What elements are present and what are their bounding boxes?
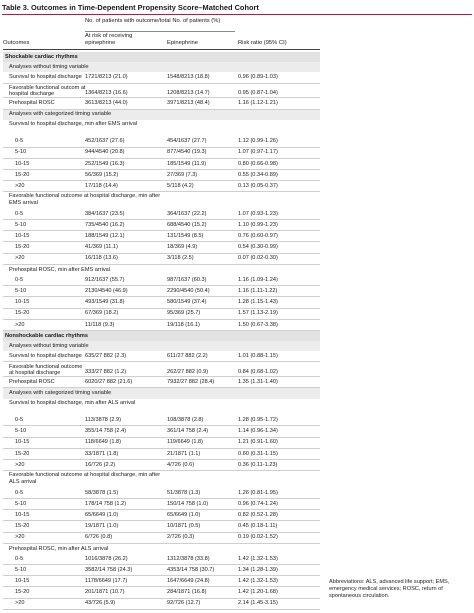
epinephrine-cell: 21/1871 (1.1) — [167, 450, 201, 457]
outcome-cell: 5-10 — [15, 221, 27, 228]
at-risk-cell: 252/1549 (16.3) — [85, 160, 125, 167]
outcome-cell: Favorable functional outcome at hospital discharge, min after ALS arrival — [9, 472, 161, 485]
header-rule — [3, 49, 320, 50]
header-span-label: No. of patients with outcome/total No. of patients (%) — [85, 18, 221, 24]
outcome-cell: Survival to hospital discharge, min after EMS arrival — [9, 120, 138, 127]
at-risk-cell: 6/726 (0.8) — [85, 534, 113, 541]
epinephrine-cell: 1548/8213 (18.8) — [167, 74, 210, 81]
risk-ratio-cell: 0.13 (0.05-0.37) — [238, 182, 278, 189]
at-risk-cell: 201/1871 (10.7) — [85, 589, 125, 596]
outcome-cell: Survival to hospital discharge — [9, 74, 82, 81]
table-title: Table 3. Outcomes in Time-Dependent Propensity Score–Matched Cohort — [2, 1, 472, 15]
epinephrine-cell: 150/14 758 (1.0) — [167, 500, 209, 507]
epinephrine-cell: 7932/27 882 (28.4) — [167, 379, 215, 386]
outcome-cell: >20 — [15, 321, 25, 328]
risk-ratio-cell: 0.60 (0.31-1.15) — [238, 450, 278, 457]
table-row — [3, 84, 320, 99]
risk-ratio-cell: 1.16 (1.09-1.24) — [238, 276, 278, 283]
table-row — [3, 72, 320, 83]
risk-ratio-cell: 0.82 (0.52-1.28) — [238, 511, 278, 518]
at-risk-cell: 3582/14 758 (24.3) — [85, 566, 133, 573]
risk-ratio-cell: 1.01 (0.88-1.15) — [238, 353, 278, 360]
risk-ratio-cell: 0.76 (0.60-0.97) — [238, 233, 278, 240]
outcome-cell: 10-15 — [15, 439, 30, 446]
risk-ratio-cell: 0.84 (0.68-1.02) — [238, 368, 278, 375]
table-row — [3, 170, 320, 181]
table-row — [3, 499, 320, 510]
at-risk-cell: 355/14 758 (2.4) — [85, 428, 127, 435]
outcome-cell: 10-15 — [15, 299, 30, 306]
outcome-cell: 0-5 — [15, 555, 24, 562]
table-row — [3, 510, 320, 521]
table-row — [3, 286, 320, 297]
epinephrine-cell: 27/369 (7.3) — [167, 171, 198, 178]
group-label-row — [3, 471, 320, 488]
risk-ratio-cell: 0.45 (0.18-1.11) — [238, 523, 278, 530]
table-row — [3, 521, 320, 532]
risk-ratio-cell: 1.10 (0.99-1.23) — [238, 221, 278, 228]
at-risk-cell: 16/118 (13.6) — [85, 255, 118, 262]
outcome-cell: Survival to hospital discharge — [9, 353, 82, 360]
outcome-cell: 15-20 — [15, 244, 30, 251]
at-risk-cell: 56/369 (15.2) — [85, 171, 119, 178]
group-label-row — [3, 62, 320, 72]
at-risk-cell: 2130/4540 (46.9) — [85, 287, 128, 294]
outcome-cell: 15-20 — [15, 589, 30, 596]
outcome-cell: Prehospital ROSC, min after ALS arrival — [9, 545, 109, 552]
risk-ratio-cell: 1.34 (1.28-1.39) — [238, 566, 278, 573]
at-risk-cell: 452/1637 (27.6) — [85, 138, 125, 145]
header-outcomes: Outcomes — [3, 40, 30, 46]
risk-ratio-cell: 0.80 (0.66-0.98) — [238, 160, 278, 167]
group-label-row — [3, 192, 320, 209]
outcome-cell: Analyses without timing variable — [9, 342, 89, 349]
epinephrine-cell: 95/369 (25.7) — [167, 310, 201, 317]
section-row — [3, 331, 320, 341]
epinephrine-cell: 131/1549 (8.5) — [167, 233, 204, 240]
table-row — [3, 136, 320, 147]
epinephrine-cell: 454/1637 (27.7) — [167, 138, 207, 145]
outcome-cell: >20 — [15, 255, 25, 262]
risk-ratio-cell: 0.55 (0.34-0.89) — [238, 171, 278, 178]
at-risk-cell: 635/27 882 (2.3) — [85, 353, 127, 360]
table-row — [3, 254, 320, 265]
table-row — [3, 533, 320, 544]
outcome-cell: 10-15 — [15, 578, 30, 585]
table-row — [3, 231, 320, 242]
group-label-row — [3, 544, 320, 554]
epinephrine-cell: 284/1871 (16.8) — [167, 589, 207, 596]
group-label-row — [3, 399, 320, 416]
outcome-cell: Survival to hospital discharge, min after ALS arrival — [9, 399, 136, 406]
risk-ratio-cell: 1.07 (0.93-1.23) — [238, 210, 278, 217]
outcome-cell: 15-20 — [15, 171, 30, 178]
epinephrine-cell: 2/726 (0.3) — [167, 534, 195, 541]
outcome-cell: 15-20 — [15, 450, 30, 457]
table-row — [3, 159, 320, 170]
risk-ratio-cell: 0.19 (0.02-1.52) — [238, 534, 278, 541]
epinephrine-cell: 10/1871 (0.5) — [167, 523, 201, 530]
table-row — [3, 320, 320, 331]
epinephrine-cell: 877/4540 (19.3) — [167, 149, 207, 156]
outcome-cell: 15-20 — [15, 523, 30, 530]
outcome-cell: 5-10 — [15, 566, 27, 573]
risk-ratio-cell: 0.95 (0.87-1.04) — [238, 89, 278, 96]
risk-ratio-cell: 1.16 (1.11-1.22) — [238, 287, 278, 294]
group-label-row — [3, 120, 320, 137]
header-span-rule — [85, 31, 235, 32]
table-row — [3, 415, 320, 426]
risk-ratio-cell: 1.28 (0.95-1.72) — [238, 417, 278, 424]
table-row — [3, 460, 320, 471]
epinephrine-cell: 18/369 (4.9) — [167, 244, 198, 251]
risk-ratio-cell: 2.14 (1.45-3.15) — [238, 600, 278, 607]
outcome-cell: >20 — [15, 534, 25, 541]
outcome-cell: Favorable functional outcome at hospital discharge, min after EMS arrival — [9, 193, 161, 207]
risk-ratio-cell: 1.12 (0.99-1.26) — [238, 138, 278, 145]
at-risk-cell: 17/118 (14.4) — [85, 182, 118, 189]
outcome-cell: Prehospital ROSC — [9, 379, 55, 386]
risk-ratio-cell: 1.28 (1.15-1.43) — [238, 299, 278, 306]
table-row — [3, 488, 320, 499]
epinephrine-cell: 1208/8213 (14.7) — [167, 89, 210, 96]
at-risk-cell: 16/726 (2.2) — [85, 461, 116, 468]
epinephrine-cell: 185/1549 (11.9) — [167, 160, 207, 167]
outcome-cell: Analyses with categorized timing variable — [9, 390, 112, 397]
at-risk-cell: 19/1871 (1.0) — [85, 523, 119, 530]
at-risk-cell: 3613/8213 (44.0) — [85, 100, 128, 107]
table-row — [3, 554, 320, 565]
risk-ratio-cell: 1.16 (1.12-1.21) — [238, 100, 278, 107]
outcome-cell: Prehospital ROSC — [9, 100, 55, 107]
table-row — [3, 362, 320, 377]
outcome-cell: 5-10 — [15, 500, 27, 507]
group-label-row — [3, 265, 320, 275]
risk-ratio-cell: 1.50 (0.67-3.38) — [238, 321, 278, 328]
outcome-cell: 0-5 — [15, 210, 24, 217]
epinephrine-cell: 51/3878 (1.3) — [167, 489, 201, 496]
table-row — [3, 297, 320, 308]
epinephrine-cell: 580/1549 (37.4) — [167, 299, 207, 306]
outcome-cell: Prehospital ROSC, min after EMS arrival — [9, 266, 111, 273]
outcome-cell: 0-5 — [15, 138, 24, 145]
risk-ratio-cell: 1.26 (0.81-1.95) — [238, 489, 278, 496]
table-row — [3, 599, 320, 610]
epinephrine-cell: 119/6649 (1.8) — [167, 439, 203, 446]
risk-ratio-cell: 0.54 (0.30-0.99) — [238, 244, 278, 251]
table-row — [3, 181, 320, 192]
at-risk-cell: 384/1637 (23.5) — [85, 210, 125, 217]
at-risk-cell: 33/1871 (1.8) — [85, 450, 119, 457]
outcome-cell: Shockable cardiac rhythms — [5, 53, 78, 60]
outcome-cell: Favorable functional outcom at hospital discharge — [9, 84, 86, 98]
table-row — [3, 309, 320, 320]
outcome-cell: 5-10 — [15, 428, 27, 435]
section-row — [3, 52, 320, 62]
outcome-cell: Analyses without timing variable — [9, 63, 89, 70]
epinephrine-cell: 987/1637 (60.3) — [167, 276, 207, 283]
epinephrine-cell: 611/27 882 (2.2) — [167, 353, 208, 360]
risk-ratio-cell: 1.42 (1.32-1.53) — [238, 578, 278, 585]
risk-ratio-cell: 1.07 (0.97-1.17) — [238, 149, 278, 156]
table-row — [3, 275, 320, 286]
header-epinephrine: Epinephrine — [167, 40, 198, 46]
epinephrine-cell: 3971/8213 (48.4) — [167, 100, 210, 107]
table-row — [3, 377, 320, 388]
risk-ratio-cell: 1.14 (0.96-1.34) — [238, 428, 278, 435]
epinephrine-cell: 1312/3878 (33.8) — [167, 555, 210, 562]
at-risk-cell: 1364/8213 (16.6) — [85, 89, 128, 96]
outcome-cell: 10-15 — [15, 233, 30, 240]
at-risk-cell: 493/1549 (31.8) — [85, 299, 125, 306]
table-row — [3, 242, 320, 253]
table-row — [3, 98, 320, 109]
epinephrine-cell: 2290/4540 (50.4) — [167, 287, 210, 294]
at-risk-cell: 43/726 (5.9) — [85, 600, 116, 607]
epinephrine-cell: 361/14 758 (2.4) — [167, 428, 209, 435]
table-header — [3, 17, 320, 50]
epinephrine-cell: 5/118 (4.2) — [167, 182, 194, 189]
outcome-cell: 0-5 — [15, 417, 24, 424]
epinephrine-cell: 1647/6649 (24.8) — [167, 578, 210, 585]
at-risk-cell: 58/3878 (1.5) — [85, 489, 119, 496]
risk-ratio-cell: 1.21 (0.91-1.60) — [238, 439, 278, 446]
outcome-cell: 0-5 — [15, 276, 24, 283]
outcome-cell: 0-5 — [15, 489, 24, 496]
epinephrine-cell: 688/4540 (15.2) — [167, 221, 207, 228]
group-label-row — [3, 341, 320, 351]
table-row — [3, 351, 320, 362]
at-risk-cell: 735/4540 (16.2) — [85, 221, 125, 228]
epinephrine-cell: 4353/14 758 (30.7) — [167, 566, 215, 573]
risk-ratio-cell: 0.07 (0.02-0.30) — [238, 255, 278, 262]
at-risk-cell: 912/1637 (55.7) — [85, 276, 125, 283]
epinephrine-cell: 19/118 (16.1) — [167, 321, 200, 328]
epinephrine-cell: 65/6649 (1.0) — [167, 511, 201, 518]
at-risk-cell: 6020/27 882 (21.6) — [85, 379, 133, 386]
epinephrine-cell: 92/726 (12.7) — [167, 600, 201, 607]
at-risk-cell: 11/118 (9.3) — [85, 321, 115, 328]
epinephrine-cell: 3/118 (2.5) — [167, 255, 194, 262]
at-risk-cell: 178/14 758 (1.2) — [85, 500, 127, 507]
outcome-cell: Favorable functional outcome at hospital discharge — [9, 363, 83, 377]
risk-ratio-cell: 0.96 (0.89-1.03) — [238, 74, 278, 81]
table-row — [3, 209, 320, 220]
outcome-cell: Nonshockable cardiac rhythms — [5, 332, 89, 339]
epinephrine-cell: 4/726 (0.6) — [167, 461, 195, 468]
outcome-cell: 5-10 — [15, 149, 27, 156]
epinephrine-cell: 262/27 882 (0.9) — [167, 368, 209, 375]
outcome-cell: 15-20 — [15, 310, 30, 317]
outcome-cell: >20 — [15, 182, 25, 189]
at-risk-cell: 113/3878 (2.9) — [85, 417, 121, 424]
outcome-cell: >20 — [15, 461, 25, 468]
at-risk-cell: 1016/3878 (26.2) — [85, 555, 128, 562]
table-row — [3, 426, 320, 437]
risk-ratio-cell: 1.42 (1.20-1.68) — [238, 589, 278, 596]
risk-ratio-cell: 0.96 (0.74-1.24) — [238, 500, 278, 507]
at-risk-cell: 65/6649 (1.0) — [85, 511, 119, 518]
footnote: Abbreviations: ALS, advanced life support; EMS, emergency medical services; ROSC, return of spontaneous circulation. — [329, 579, 450, 600]
risk-ratio-cell: 1.42 (1.32-1.53) — [238, 555, 278, 562]
table-body — [3, 52, 320, 610]
table-row — [3, 565, 320, 576]
group-label-row — [3, 388, 320, 398]
at-risk-cell: 1178/6649 (17.7) — [85, 578, 128, 585]
at-risk-cell: 944/4540 (20.8) — [85, 149, 125, 156]
outcome-cell: Analyses with categorized timing variable — [9, 111, 112, 118]
outcome-cell: >20 — [15, 600, 25, 607]
table-row — [3, 148, 320, 159]
epinephrine-cell: 108/3878 (2.8) — [167, 417, 204, 424]
header-risk-ratio: Risk ratio (95% CI) — [238, 40, 287, 46]
outcome-cell: 10-15 — [15, 511, 30, 518]
risk-ratio-cell: 1.57 (1.13-2.19) — [238, 310, 278, 317]
at-risk-cell: 67/369 (18.2) — [85, 310, 119, 317]
risk-ratio-cell: 1.35 (1.31-1.40) — [238, 379, 278, 386]
table-row — [3, 576, 320, 587]
at-risk-cell: 1721/8213 (21.0) — [85, 74, 128, 81]
table-row — [3, 587, 320, 598]
at-risk-cell: 118/6649 (1.8) — [85, 439, 121, 446]
outcome-cell: 5-10 — [15, 287, 27, 294]
table-row — [3, 220, 320, 231]
header-at-risk: At risk of receiving epinephrine — [85, 33, 133, 46]
at-risk-cell: 41/369 (11.1) — [85, 244, 118, 251]
at-risk-cell: 188/1549 (12.1) — [85, 233, 125, 240]
risk-ratio-cell: 0.36 (0.11-1.23) — [238, 461, 278, 468]
outcome-cell: 10-15 — [15, 160, 30, 167]
epinephrine-cell: 364/1637 (22.2) — [167, 210, 207, 217]
group-label-row — [3, 110, 320, 120]
at-risk-cell: 333/27 882 (1.2) — [85, 368, 127, 375]
table-row — [3, 438, 320, 449]
table-row — [3, 449, 320, 460]
